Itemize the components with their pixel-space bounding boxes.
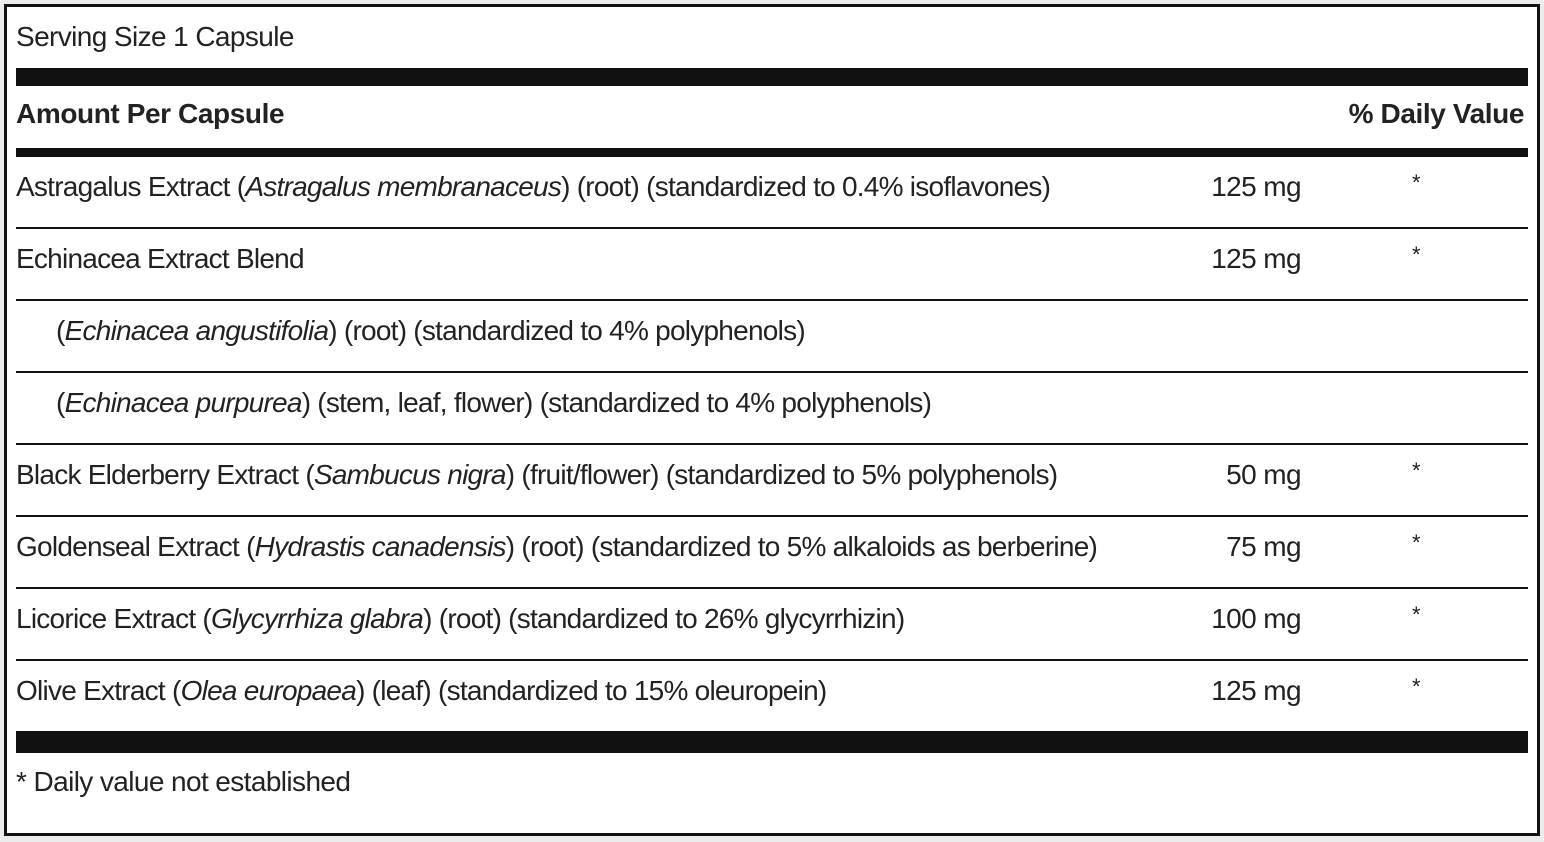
ingredient-daily-value: * — [1412, 170, 1421, 195]
ingredient-name: Licorice Extract (Glycyrrhiza glabra) (root) (standardized to 26% glycyrrhizin) — [16, 603, 905, 634]
ingredient-daily-value: * — [1412, 674, 1421, 699]
ingredient-name: Goldenseal Extract (Hydrastis canadensis) (root) (standardized to 5% alkaloids as berberine) — [16, 531, 1098, 562]
amount-per-capsule-header: Amount Per Capsule — [16, 98, 285, 129]
thick-divider-header — [16, 148, 1528, 157]
thick-divider-top — [16, 68, 1528, 86]
botanical-name: Olea europaea — [180, 675, 357, 706]
ingredient-row — [16, 157, 1528, 229]
ingredient-name: Astragalus Extract (Astragalus membranaceus) (root) (standardized to 0.4% isoflavones) — [16, 171, 1051, 202]
blend-subrow — [16, 373, 1528, 445]
ingredient-amount: 50 mg — [1226, 459, 1301, 490]
ingredient-daily-value: * — [1412, 602, 1421, 627]
ingredient-daily-value: * — [1412, 242, 1421, 267]
ingredient-amount: 125 mg — [1211, 675, 1301, 706]
botanical-name: Sambucus nigra — [313, 459, 506, 490]
thick-divider-bottom — [16, 731, 1528, 753]
ingredient-row — [16, 445, 1528, 517]
ingredient-name: Olive Extract (Olea europaea) (leaf) (standardized to 15% oleuropein) — [16, 675, 827, 706]
botanical-name: Hydrastis canadensis — [254, 531, 506, 562]
botanical-name: Glycyrrhiza glabra — [211, 603, 424, 634]
ingredient-name: (Echinacea purpurea) (stem, leaf, flower) (standardized to 4% polyphenols) — [56, 387, 932, 418]
ingredient-name: Black Elderberry Extract (Sambucus nigra) (fruit/flower) (standardized to 5% polyphenols) — [16, 459, 1058, 490]
ingredient-daily-value: * — [1412, 458, 1421, 483]
botanical-name: Echinacea angustifolia — [64, 315, 329, 346]
blend-subrow — [16, 301, 1528, 373]
ingredient-name: (Echinacea angustifolia) (root) (standardized to 4% polyphenols) — [56, 315, 805, 346]
ingredient-row — [16, 517, 1528, 589]
ingredient-daily-value: * — [1412, 530, 1421, 555]
supplement-facts-panel — [4, 4, 1540, 836]
botanical-name: Echinacea purpurea — [64, 387, 302, 418]
ingredient-name: Echinacea Extract Blend — [16, 243, 304, 274]
ingredient-amount: 125 mg — [1211, 243, 1301, 274]
daily-value-header: % Daily Value — [1348, 98, 1524, 129]
footnote: * Daily value not established — [16, 766, 351, 797]
ingredient-row — [16, 661, 1528, 731]
botanical-name: Astragalus membranaceus — [245, 171, 562, 202]
ingredient-row — [16, 229, 1528, 301]
ingredient-amount: 75 mg — [1226, 531, 1301, 562]
ingredient-row — [16, 589, 1528, 661]
ingredient-amount: 100 mg — [1211, 603, 1301, 634]
ingredient-amount: 125 mg — [1211, 171, 1301, 202]
serving-size: Serving Size 1 Capsule — [16, 21, 294, 52]
